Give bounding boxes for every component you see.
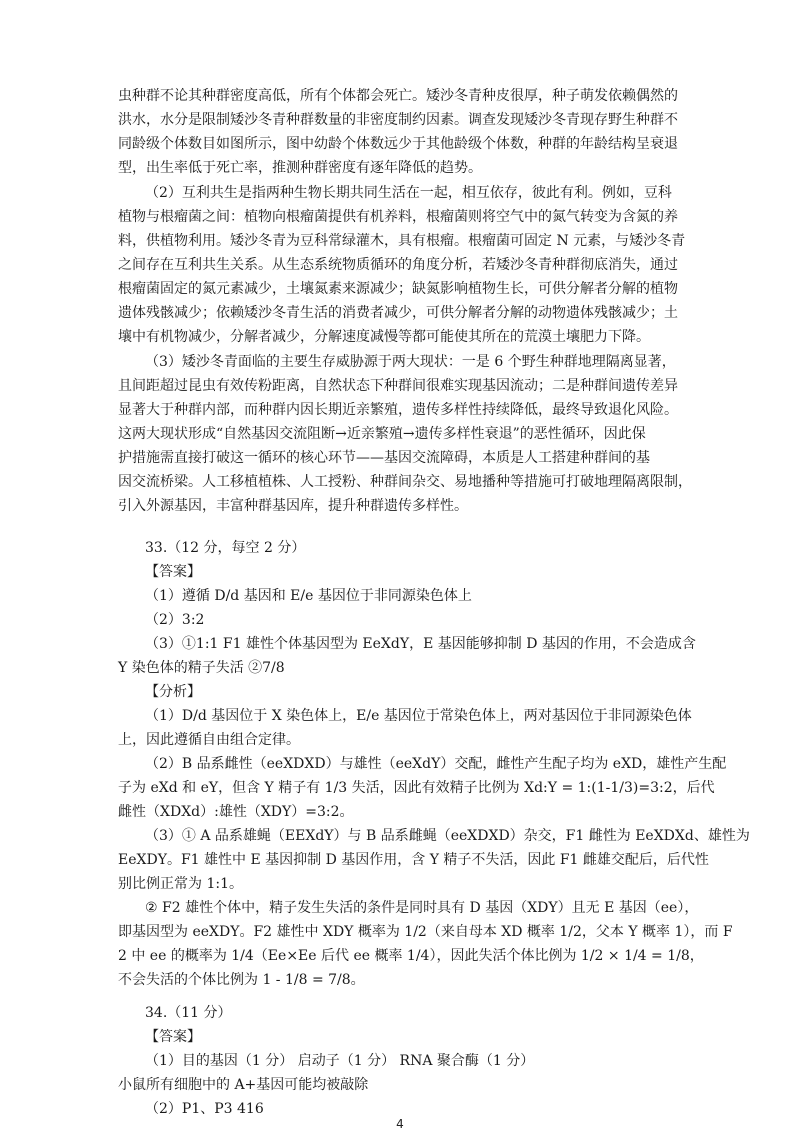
text-line: （3）矮沙冬青面临的主要生存威胁源于两大现状：一是 6 个野生种群地理隔离显著， — [145, 354, 676, 370]
analysis-line: 上，因此遵循自由组合定律。 — [118, 732, 300, 748]
answer-line: 小鼠所有细胞中的 A+基因可能均被敲除 — [118, 1077, 369, 1093]
analysis-line: EeXDY。F1 雄性中 E 基因抑制 D 基因作用，含 Y 精子不失活，因此 F1 雌雄交配后，后代性 — [118, 852, 709, 868]
text-line: 护措施需直接打破这一循环的核心环节——基因交流障碍，本质是人工搭建种群间的基 — [118, 450, 650, 466]
text-line: 引入外源基因，丰富种群基因库，提升种群遗传多样性。 — [118, 498, 468, 514]
text-line: 虫种群不论其种群密度高低，所有个体都会死亡。矮沙冬青种皮很厚，种子萌发依赖偶然的 — [118, 88, 678, 104]
answer-line: （2）3:2 — [145, 612, 205, 628]
text-line: 这两大现状形成“自然基因交流阻断→近亲繁殖→遗传多样性衰退”的恶性循环，因此保 — [118, 426, 646, 442]
text-line: 植物与根瘤菌之间：植物向根瘤菌提供有机养料，根瘤菌则将空气中的氮气转变为含氮的养 — [118, 209, 678, 225]
text-line: 遗体残骸减少；依赖矮沙冬青生活的消费者减少，可供分解者分解的动物遗体残骸减少；土 — [118, 305, 678, 321]
analysis-line: （2）B 品系雌性（eeXDXD）与雄性（eeXdY）交配，雌性产生配子均为 eXD，雄性产生配 — [145, 756, 727, 772]
text-line: 且间距超过昆虫有效传粉距离，自然状态下种群间很难实现基因流动；二是种群间遗传差异 — [118, 378, 678, 394]
analysis-label: 【分析】 — [145, 684, 201, 700]
analysis-line: 不会失活的个体比例为 1 - 1/8 = 7/8。 — [118, 972, 365, 988]
page-number: 4 — [396, 1117, 404, 1131]
text-line: 壤中有机物减少，分解者减少，分解速度减慢等都可能使其所在的荒漠土壤肥力下降。 — [118, 329, 650, 345]
answer-line: （1）遵循 D/d 基因和 E/e 基因位于非同源染色体上 — [145, 588, 472, 604]
question-34-heading: 34.（11 分） — [145, 1005, 232, 1021]
analysis-line: （3）① A 品系雄蝇（EEXdY）与 B 品系雌蝇（eeXDXD）杂交，F1 雌性为 EeXDXd、雄性为 — [145, 828, 750, 844]
answer-line: （1）目的基因（1 分） 启动子（1 分） RNA 聚合酶（1 分） — [145, 1053, 535, 1069]
answer-line: （2）P1、P3 416 — [145, 1101, 264, 1117]
analysis-line: （1）D/d 基因位于 X 染色体上，E/e 基因位于常染色体上，两对基因位于非同源染色体 — [145, 708, 692, 724]
text-line: 同龄级个体数目如图所示，图中幼龄个体数远少于其他龄级个体数，种群的年龄结构呈衰退 — [118, 136, 678, 152]
analysis-line: 即基因型为 eeXDY。F2 雄性中 XDY 概率为 1/2（来自母本 XD 概率 1/2，父本 Y 概率 1），而 F — [118, 924, 733, 940]
answer-label: 【答案】 — [145, 1029, 201, 1045]
analysis-line: 雌性（XDXd）:雄性（XDY）=3:2。 — [118, 804, 354, 820]
text-line: 料，供植物利用。矮沙冬青为豆科常绿灌木，具有根瘤。根瘤菌可固定 N 元素，与矮沙冬青 — [118, 233, 686, 249]
text-line: 型，出生率低于死亡率，推测种群密度有逐年降低的趋势。 — [118, 160, 482, 176]
text-line: 洪水，水分是限制矮沙冬青种群数量的非密度制约因素。调查发现矮沙冬青现存野生种群不 — [118, 112, 678, 128]
answer-line: （3）①1:1 F1 雄性个体基因型为 EeXdY，E 基因能够抑制 D 基因的作用，不会造成含 — [145, 636, 696, 652]
text-line: 显著大于种群内部，而种群内因长期近亲繁殖，遗传多样性持续降低，最终导致退化风险。 — [118, 402, 678, 418]
answer-label: 【答案】 — [145, 564, 201, 580]
analysis-line: 2 中 ee 的概率为 1/4（Ee×Ee 后代 ee 概率 1/4），因此失活个体比例为 1/2 × 1/4 = 1/8， — [118, 948, 704, 964]
analysis-line: ② F2 雄性个体中，精子发生失活的条件是同时具有 D 基因（XDY）且无 E 基因（ee）， — [145, 900, 699, 916]
analysis-line: 别比例正常为 1:1。 — [118, 876, 243, 892]
text-line: 根瘤菌固定的氮元素减少，土壤氮素来源减少；缺氮影响植物生长，可供分解者分解的植物 — [118, 281, 678, 297]
analysis-line: 子为 eXd 和 eY，但含 Y 精子有 1/3 失活，因此有效精子比例为 Xd:Y = 1:(1-1/3)=3:2，后代 — [118, 780, 715, 796]
text-line: 之间存在互利共生关系。从生态系统物质循环的角度分析，若矮沙冬青种群彻底消失，通过 — [118, 257, 678, 273]
text-line: （2）互利共生是指两种生物长期共同生活在一起，相互依存，彼此有利。例如，豆科 — [145, 185, 672, 201]
question-33-heading: 33.（12 分，每空 2 分） — [145, 540, 306, 556]
text-line: 因交流桥梁。人工移植植株、人工授粉、种群间杂交、易地播种等措施可打破地理隔离限制， — [118, 474, 692, 490]
answer-line: Y 染色体的精子失活 ②7/8 — [118, 660, 285, 676]
